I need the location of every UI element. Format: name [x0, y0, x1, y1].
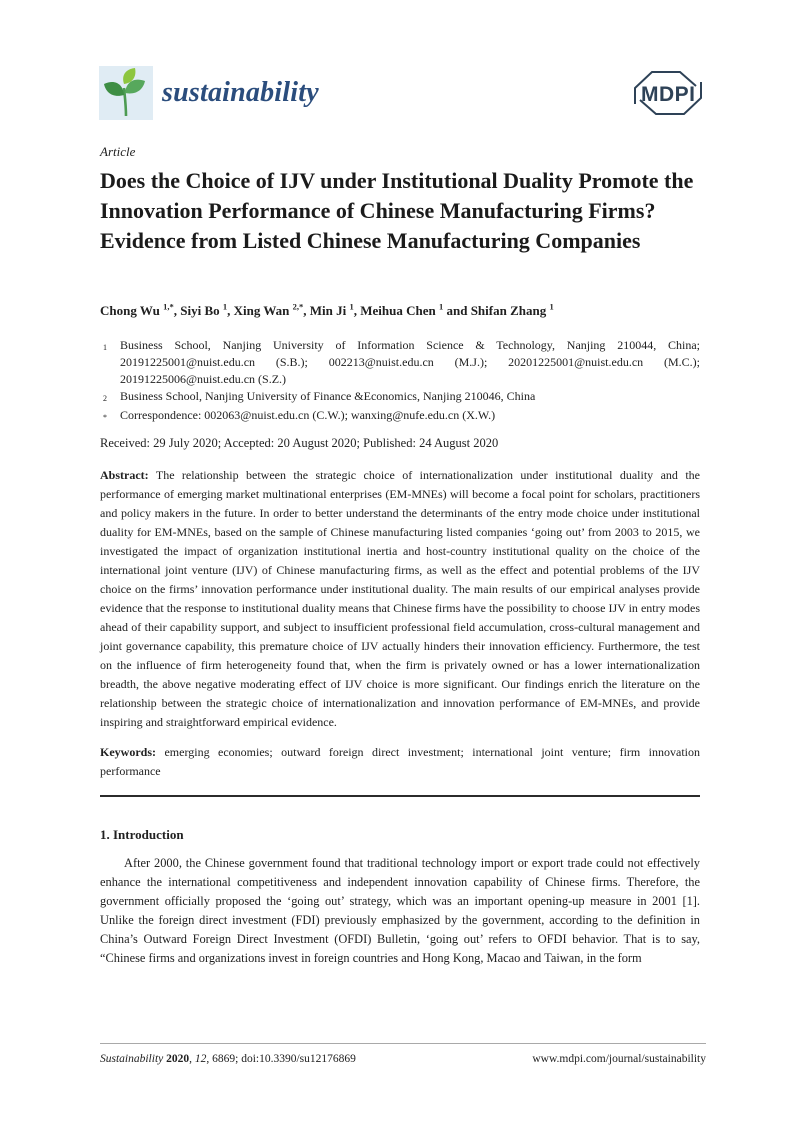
author-line — [100, 302, 700, 319]
affiliation: 2 Business School, Nanjing University of Finance &Economics, Nanjing 210046, China — [103, 389, 536, 403]
keywords-text: emerging economies; outward foreign direct investment; international joint venture; firm innovation performance — [100, 745, 701, 778]
article-body — [100, 466, 700, 968]
dates-line: Received: 29 July 2020; Accepted: 20 August 2020; Published: 24 August 2020 — [100, 436, 499, 450]
section-heading-introduction: 1. Introduction — [100, 827, 184, 842]
footer-citation: Sustainability 2020, 12, 6869; doi:10.3390/su12176869 — [100, 1053, 356, 1065]
mdpi-logo — [630, 68, 706, 123]
abstract — [100, 466, 700, 732]
article-type-label: Article — [100, 144, 136, 159]
author: Siyi Bo $^1$, — [180, 302, 234, 319]
author: Min Ji $^1$, — [309, 302, 361, 319]
paper-title: Does the Choice of IJV under Institutional Duality Promote the Innovation Performance of Chinese Manufacturing Firms? Evidence from Listed Chinese Manufacturing Companies — [100, 168, 694, 253]
author: Meihua Chen $^1$ and — [360, 302, 471, 319]
affiliation: 1 Business School, Nanjing University of Information Science & Technology, Nanjing 210044, China; 20191225001@nuist.edu.cn (S.B.); 002213@nuist.edu.cn (M.J.); 20201225001@nuist.edu.cn (M.C.); 20191225006@nuist.edu.cn (S.Z.) — [103, 338, 700, 386]
seedling-icon — [99, 66, 153, 120]
footer-journal-url: www.mdpi.com/journal/sustainability — [532, 1053, 706, 1065]
keywords-label: Keywords: — [100, 745, 156, 759]
page-footer — [100, 1043, 706, 1065]
journal-wordmark: sustainability — [162, 77, 319, 108]
introduction-paragraph: After 2000, the Chinese government found that traditional technology import or export trade could not effectively enhance the international competitiveness and independent innovation capability of Chinese firms. Therefore, the government officially proposed the ‘going out’ strategy, which was an important opening-up measure in 2001 [1]. Unlike the foreign direct investment (FDI) previously emphasized by the government, according to the definition in China’s Outward Foreign Direct Investment (OFDI) Bulletin, ‘going out’ refers to OFDI behavior. That is to say, “Chinese firms and organizations invest in foreign countries and Hong Kong, Macao and Taiwan, in the form — [100, 856, 700, 965]
affiliation: * Correspondence: 002063@nuist.edu.cn (C.W.); wanxing@nufe.edu.cn (X.W.) — [103, 408, 496, 422]
keywords — [100, 743, 700, 781]
affiliations — [100, 337, 700, 426]
author: Chong Wu $^{1,*}$, — [100, 302, 181, 319]
author: Xing Wan $^{2,*}$, — [233, 302, 310, 319]
author: Shifan Zhang $^1$ — [470, 302, 554, 319]
abstract-label: Abstract: — [100, 468, 149, 482]
abstract-text: The relationship between the strategic choice of internationalization under institutional duality and the performance of emerging market multinational enterprises (EM-MNEs) will become a focal point for scholars, practitioners and policy makers in the future. In order to better understand the determinants of the entry mode choice under institutional duality for EM-MNEs, based on the sample of Chinese manufacturing listed companies ‘going out’ from 2003 to 2015, we investigated the impact of organization institutional inertia and host-country institutional quality on the choice of the international joint venture (IJV) of Chinese manufacturing firms, as well as the effect and potential problems of the IJV choice on the firms’ innovation performance under institutional duality. The main results of our empirical analyses provide evidence that the response to institutional duality means that Chinese firms have the possibility to choose IJV in entry modes ahead of their capability support, and subject to insufficient professional field accumulation, cross-cultural management and joint governance capability, this premature choice of IJV actually hinders their innovation efficiency. Furthermore, the test on the influence of firm heterogeneity found that, when the firm is privately owned or has a lower internationalization breadth, the above negative moderating effect of IJV choice is more significant. Our findings enrich the literature on the relationship between the strategic choice of internationalization and innovation performance of EM-MNEs, and provide inspiring and straightforward empirical evidence. — [100, 468, 700, 729]
journal-logo — [99, 66, 319, 120]
section-divider — [100, 795, 700, 797]
masthead — [99, 66, 706, 123]
mdpi-logo-text: MDPI — [641, 83, 696, 106]
